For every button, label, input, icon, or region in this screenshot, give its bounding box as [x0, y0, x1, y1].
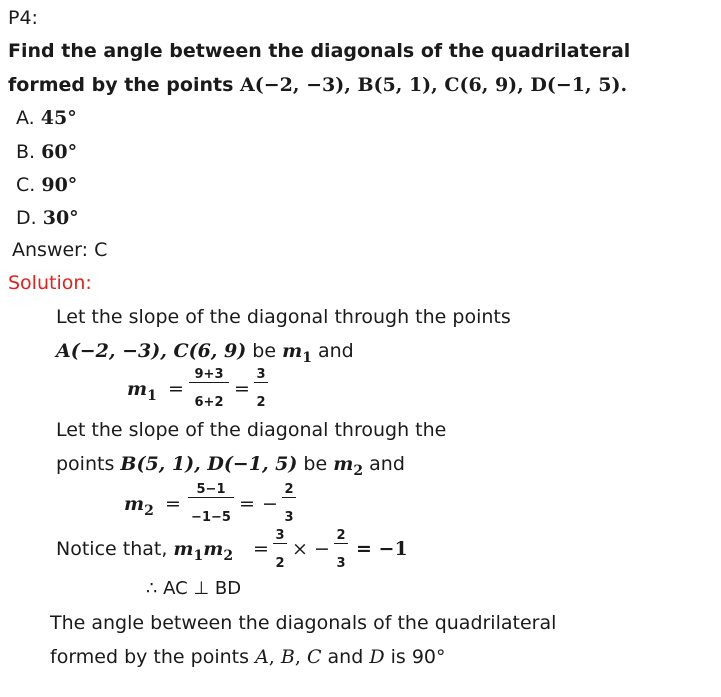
equals-sign: =	[253, 538, 269, 560]
point-c: C	[306, 646, 322, 668]
denominator: 3	[336, 556, 346, 571]
solution-heading: Solution:	[8, 272, 92, 294]
var-m: m	[173, 538, 194, 560]
and-text: and	[311, 340, 354, 362]
option-c	[16, 173, 77, 197]
fraction-bar	[189, 382, 229, 383]
conclusion-line2: formed by the points A, B, C and D is 90°	[50, 646, 446, 668]
option-b	[16, 140, 77, 164]
point-b: B	[280, 646, 295, 668]
equals-sign: =	[234, 378, 250, 400]
denominator: −1−5	[191, 510, 231, 525]
denominator: 2	[275, 556, 285, 571]
denominator: 3	[284, 510, 294, 525]
option-value: 30°	[42, 207, 79, 229]
fraction-bar	[282, 497, 296, 498]
solution-p2-line2	[56, 452, 405, 483]
conclusion-line1: The angle between the diagonals of the quadrilateral	[50, 612, 557, 634]
notice-result: = −1	[356, 538, 408, 560]
option-letter: B.	[16, 141, 36, 163]
solution-p1-line2	[56, 339, 354, 370]
numerator: 3	[256, 367, 266, 382]
equals-sign: =	[165, 493, 181, 515]
problem-id: P4:	[8, 7, 38, 29]
numerator: 2	[284, 482, 294, 497]
m1-label	[127, 377, 157, 408]
and-text: and	[363, 453, 405, 475]
equals-sign: =	[239, 493, 255, 515]
equals-sign: =	[168, 378, 184, 400]
notice-text: Notice that,	[56, 538, 174, 560]
be-text: be	[297, 453, 334, 475]
be-text: be	[246, 340, 283, 362]
is-text: is 90°	[384, 646, 446, 668]
answer: Answer: C	[12, 239, 108, 261]
point-d: D	[369, 646, 385, 668]
var-m: m	[124, 493, 145, 515]
points-bd: B(5, 1), D(−1, 5)	[120, 453, 298, 475]
option-letter: A.	[16, 107, 35, 129]
var-sub: 2	[144, 502, 154, 519]
notice-fraction-1	[273, 528, 287, 571]
var-sub: 1	[302, 349, 312, 366]
option-value: 90°	[41, 174, 78, 196]
numerator: 9+3	[194, 367, 224, 382]
points-ac: A(−2, −3), C(6, 9)	[56, 340, 247, 362]
m2-label	[124, 492, 154, 523]
option-d	[16, 206, 79, 230]
option-a	[16, 106, 77, 130]
and-text: and	[321, 646, 370, 668]
fraction-bar	[188, 497, 234, 498]
option-letter: D.	[16, 207, 37, 229]
denominator: 6+2	[194, 395, 224, 410]
var-m: m	[127, 378, 148, 400]
notice-fraction-2	[334, 528, 348, 571]
question-points: A(−2, −3), B(5, 1), C(6, 9), D(−1, 5).	[240, 74, 628, 96]
conclusion-text: formed by the points	[50, 646, 256, 668]
therefore-statement: ∴ AC ⊥ BD	[146, 578, 242, 599]
m1-fraction-1	[189, 367, 229, 410]
numerator: 5−1	[196, 482, 226, 497]
var-m: m	[282, 340, 303, 362]
fraction-bar	[254, 382, 268, 383]
minus-sign: −	[262, 493, 278, 515]
fraction-bar	[273, 543, 287, 544]
solution-p1-line1: Let the slope of the diagonal through the points	[56, 306, 511, 328]
option-letter: C.	[16, 174, 36, 196]
question-line-1: Find the angle between the diagonals of the quadrilateral	[8, 40, 631, 62]
m2-fraction-2	[282, 482, 296, 525]
times-minus: × −	[292, 538, 330, 560]
question-text: formed by the points	[8, 74, 240, 96]
option-value: 45°	[40, 107, 77, 129]
var-sub: 2	[223, 547, 234, 564]
var-m: m	[203, 538, 224, 560]
question-line-2	[8, 73, 627, 97]
point-a: A	[255, 646, 269, 668]
denominator: 2	[256, 395, 266, 410]
numerator: 3	[275, 528, 285, 543]
points-text: points	[56, 453, 121, 475]
m1-fraction-2	[254, 367, 268, 410]
var-sub: 1	[147, 387, 157, 404]
var-m: m	[333, 453, 354, 475]
var-sub: 1	[193, 547, 204, 564]
fraction-bar	[334, 543, 348, 544]
option-value: 60°	[41, 141, 78, 163]
m2-fraction-1	[188, 482, 234, 525]
numerator: 2	[336, 528, 346, 543]
var-sub: 2	[353, 462, 364, 479]
notice-line	[56, 537, 233, 568]
solution-p2-line1: Let the slope of the diagonal through the	[56, 419, 447, 441]
